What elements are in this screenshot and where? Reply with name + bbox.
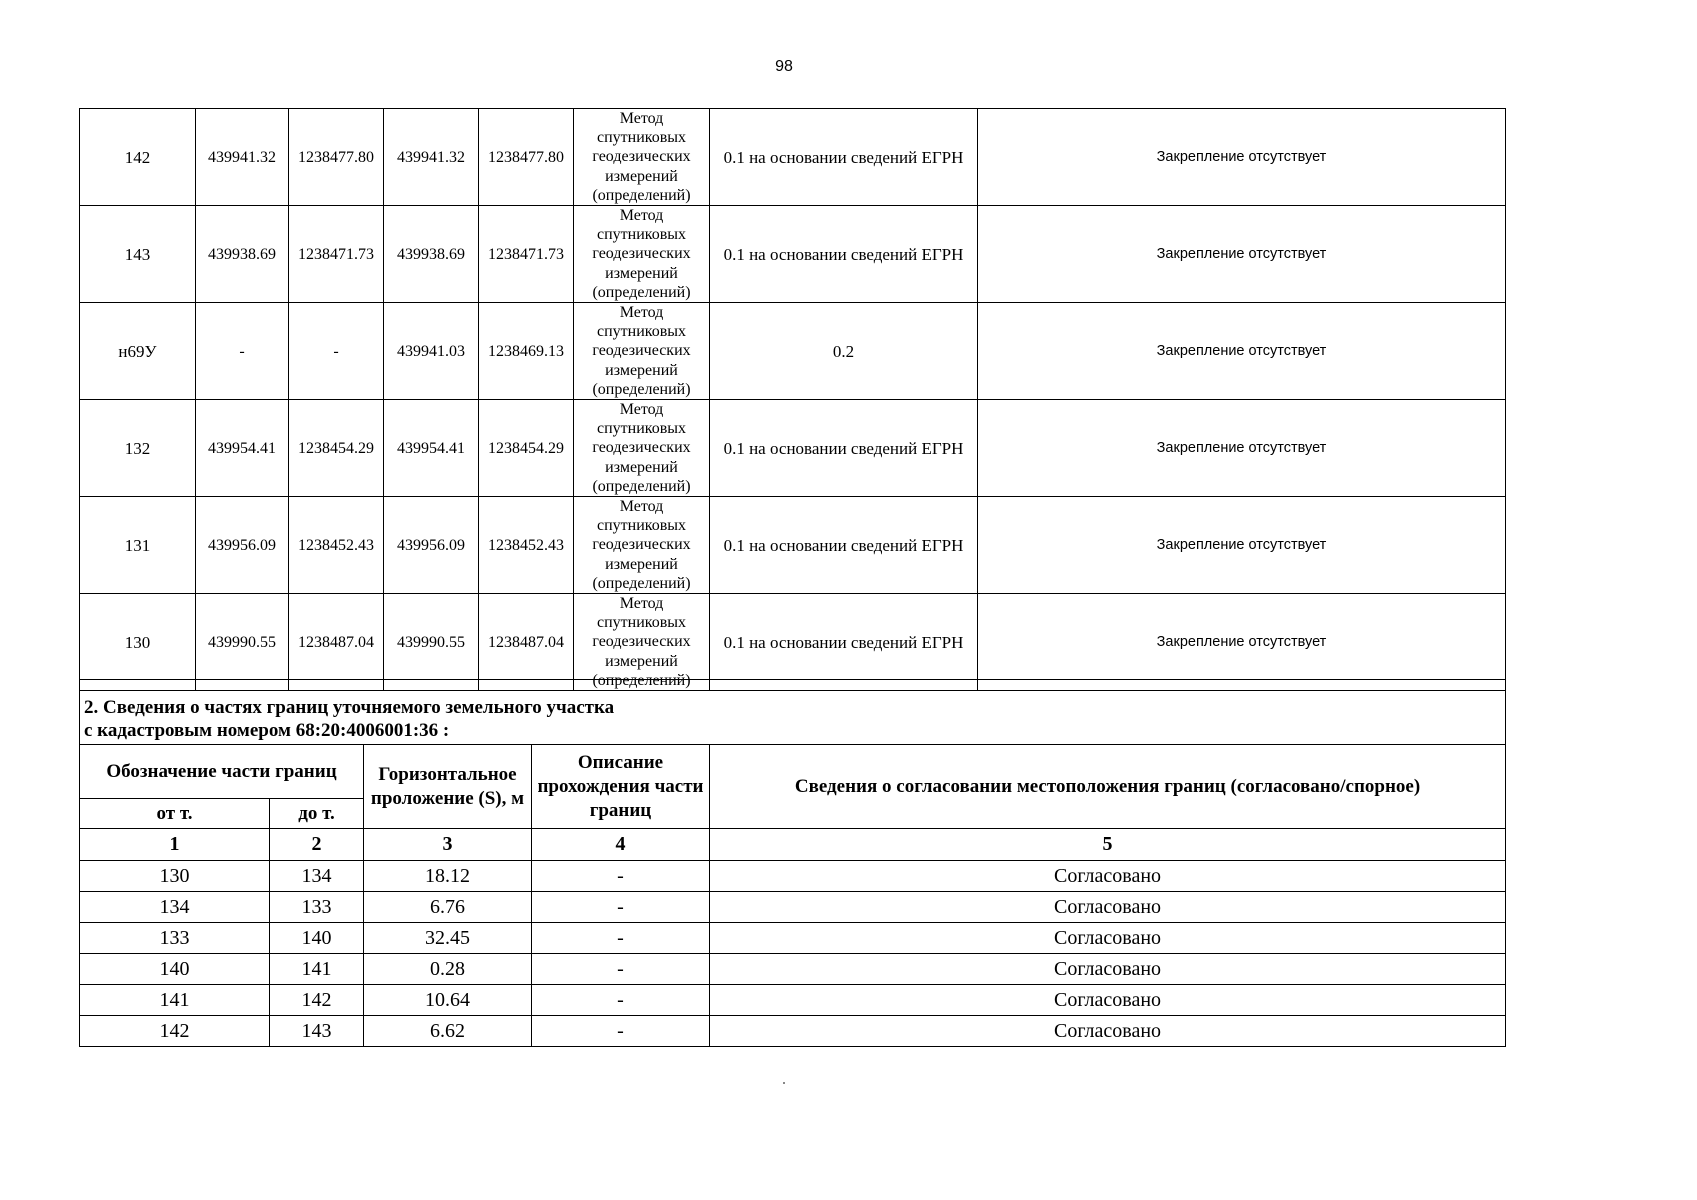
horizontal-distance: 6.62 xyxy=(364,1016,532,1047)
page-number: 98 xyxy=(775,58,793,75)
header-part-designation: Обозначение части границ xyxy=(80,745,364,799)
horizontal-distance: 32.45 xyxy=(364,923,532,954)
method: Метод спутниковых геодезических измерений (определений) xyxy=(574,206,710,303)
table-row xyxy=(80,1016,1506,1047)
from-point: 134 xyxy=(80,892,270,923)
scan-dot xyxy=(783,1082,785,1084)
section-title-line-2: с кадастровым номером 68:20:4006001:36 : xyxy=(84,720,450,741)
from-point: 130 xyxy=(80,861,270,892)
agreement-status: Согласовано xyxy=(710,1016,1506,1047)
point-name: 132 xyxy=(80,400,196,497)
y-old: 1238477.80 xyxy=(289,109,384,206)
agreement-status: Согласовано xyxy=(710,985,1506,1016)
accuracy: 0.1 на основании сведений ЕГРН xyxy=(710,594,978,691)
agreement-status: Согласовано xyxy=(710,923,1506,954)
section-title-line-1: 2. Сведения о частях границ уточняемого земельного участка xyxy=(84,697,615,718)
to-point: 133 xyxy=(270,892,364,923)
x-old: 439954.41 xyxy=(196,400,289,497)
to-point: 140 xyxy=(270,923,364,954)
table-row xyxy=(80,985,1506,1016)
from-point: 142 xyxy=(80,1016,270,1047)
fixing-description: Закрепление отсутствует xyxy=(978,206,1506,303)
y-new: 1238477.80 xyxy=(479,109,574,206)
fixing-description: Закрепление отсутствует xyxy=(978,109,1506,206)
x-old: 439938.69 xyxy=(196,206,289,303)
y-old: - xyxy=(289,303,384,400)
y-old: 1238471.73 xyxy=(289,206,384,303)
column-number: 4 xyxy=(532,829,710,861)
y-new: 1238469.13 xyxy=(479,303,574,400)
y-old: 1238452.43 xyxy=(289,497,384,594)
header-horizontal: Горизонтальное проложение (S), м xyxy=(364,745,532,829)
x-new: 439941.32 xyxy=(384,109,479,206)
header-description: Описание прохождения части границ xyxy=(532,745,710,829)
part-description: - xyxy=(532,861,710,892)
agreement-status: Согласовано xyxy=(710,954,1506,985)
part-description: - xyxy=(532,892,710,923)
from-point: 141 xyxy=(80,985,270,1016)
x-new: 439941.03 xyxy=(384,303,479,400)
x-new: 439954.41 xyxy=(384,400,479,497)
point-name: 143 xyxy=(80,206,196,303)
table-row xyxy=(80,497,1506,594)
to-point: 142 xyxy=(270,985,364,1016)
fixing-description: Закрепление отсутствует xyxy=(978,303,1506,400)
fixing-description: Закрепление отсутствует xyxy=(978,594,1506,691)
x-new: 439990.55 xyxy=(384,594,479,691)
point-name: 142 xyxy=(80,109,196,206)
table-row xyxy=(80,954,1506,985)
to-point: 134 xyxy=(270,861,364,892)
x-old: - xyxy=(196,303,289,400)
header-from: от т. xyxy=(80,799,270,829)
header-to: до т. xyxy=(270,799,364,829)
section-heading xyxy=(80,680,1506,745)
part-description: - xyxy=(532,954,710,985)
table-row xyxy=(80,861,1506,892)
y-old: 1238487.04 xyxy=(289,594,384,691)
fixing-description: Закрепление отсутствует xyxy=(978,497,1506,594)
y-new: 1238471.73 xyxy=(479,206,574,303)
x-old: 439956.09 xyxy=(196,497,289,594)
horizontal-distance: 18.12 xyxy=(364,861,532,892)
horizontal-distance: 10.64 xyxy=(364,985,532,1016)
method: Метод спутниковых геодезических измерений (определений) xyxy=(574,303,710,400)
x-old: 439941.32 xyxy=(196,109,289,206)
accuracy: 0.1 на основании сведений ЕГРН xyxy=(710,400,978,497)
accuracy: 0.1 на основании сведений ЕГРН xyxy=(710,109,978,206)
table-row xyxy=(80,400,1506,497)
x-new: 439956.09 xyxy=(384,497,479,594)
point-name: 130 xyxy=(80,594,196,691)
to-point: 141 xyxy=(270,954,364,985)
accuracy: 0.1 на основании сведений ЕГРН xyxy=(710,206,978,303)
part-description: - xyxy=(532,923,710,954)
part-description: - xyxy=(532,1016,710,1047)
to-point: 143 xyxy=(270,1016,364,1047)
column-number: 3 xyxy=(364,829,532,861)
column-number: 1 xyxy=(80,829,270,861)
table-row xyxy=(80,594,1506,691)
method: Метод спутниковых геодезических измерений (определений) xyxy=(574,497,710,594)
accuracy: 0.1 на основании сведений ЕГРН xyxy=(710,497,978,594)
agreement-status: Согласовано xyxy=(710,892,1506,923)
table-row xyxy=(80,892,1506,923)
horizontal-distance: 6.76 xyxy=(364,892,532,923)
table-row xyxy=(80,303,1506,400)
y-old: 1238454.29 xyxy=(289,400,384,497)
from-point: 140 xyxy=(80,954,270,985)
x-old: 439990.55 xyxy=(196,594,289,691)
part-description: - xyxy=(532,985,710,1016)
point-name: н69У xyxy=(80,303,196,400)
y-new: 1238454.29 xyxy=(479,400,574,497)
x-new: 439938.69 xyxy=(384,206,479,303)
fixing-description: Закрепление отсутствует xyxy=(978,400,1506,497)
method: Метод спутниковых геодезических измерений (определений) xyxy=(574,109,710,206)
y-new: 1238487.04 xyxy=(479,594,574,691)
method: Метод спутниковых геодезических измерений (определений) xyxy=(574,400,710,497)
header-agreement: Сведения о согласовании местоположения границ (согласовано/спорное) xyxy=(710,745,1506,829)
from-point: 133 xyxy=(80,923,270,954)
table-row xyxy=(80,206,1506,303)
point-name: 131 xyxy=(80,497,196,594)
y-new: 1238452.43 xyxy=(479,497,574,594)
table-row xyxy=(80,923,1506,954)
agreement-status: Согласовано xyxy=(710,861,1506,892)
horizontal-distance: 0.28 xyxy=(364,954,532,985)
boundary-parts-table xyxy=(79,679,1506,1047)
accuracy: 0.2 xyxy=(710,303,978,400)
column-number: 2 xyxy=(270,829,364,861)
column-number: 5 xyxy=(710,829,1506,861)
boundary-points-table xyxy=(79,108,1506,691)
table-row xyxy=(80,109,1506,206)
column-number-row xyxy=(80,829,1506,861)
method: Метод спутниковых геодезических измерений (определений) xyxy=(574,594,710,691)
